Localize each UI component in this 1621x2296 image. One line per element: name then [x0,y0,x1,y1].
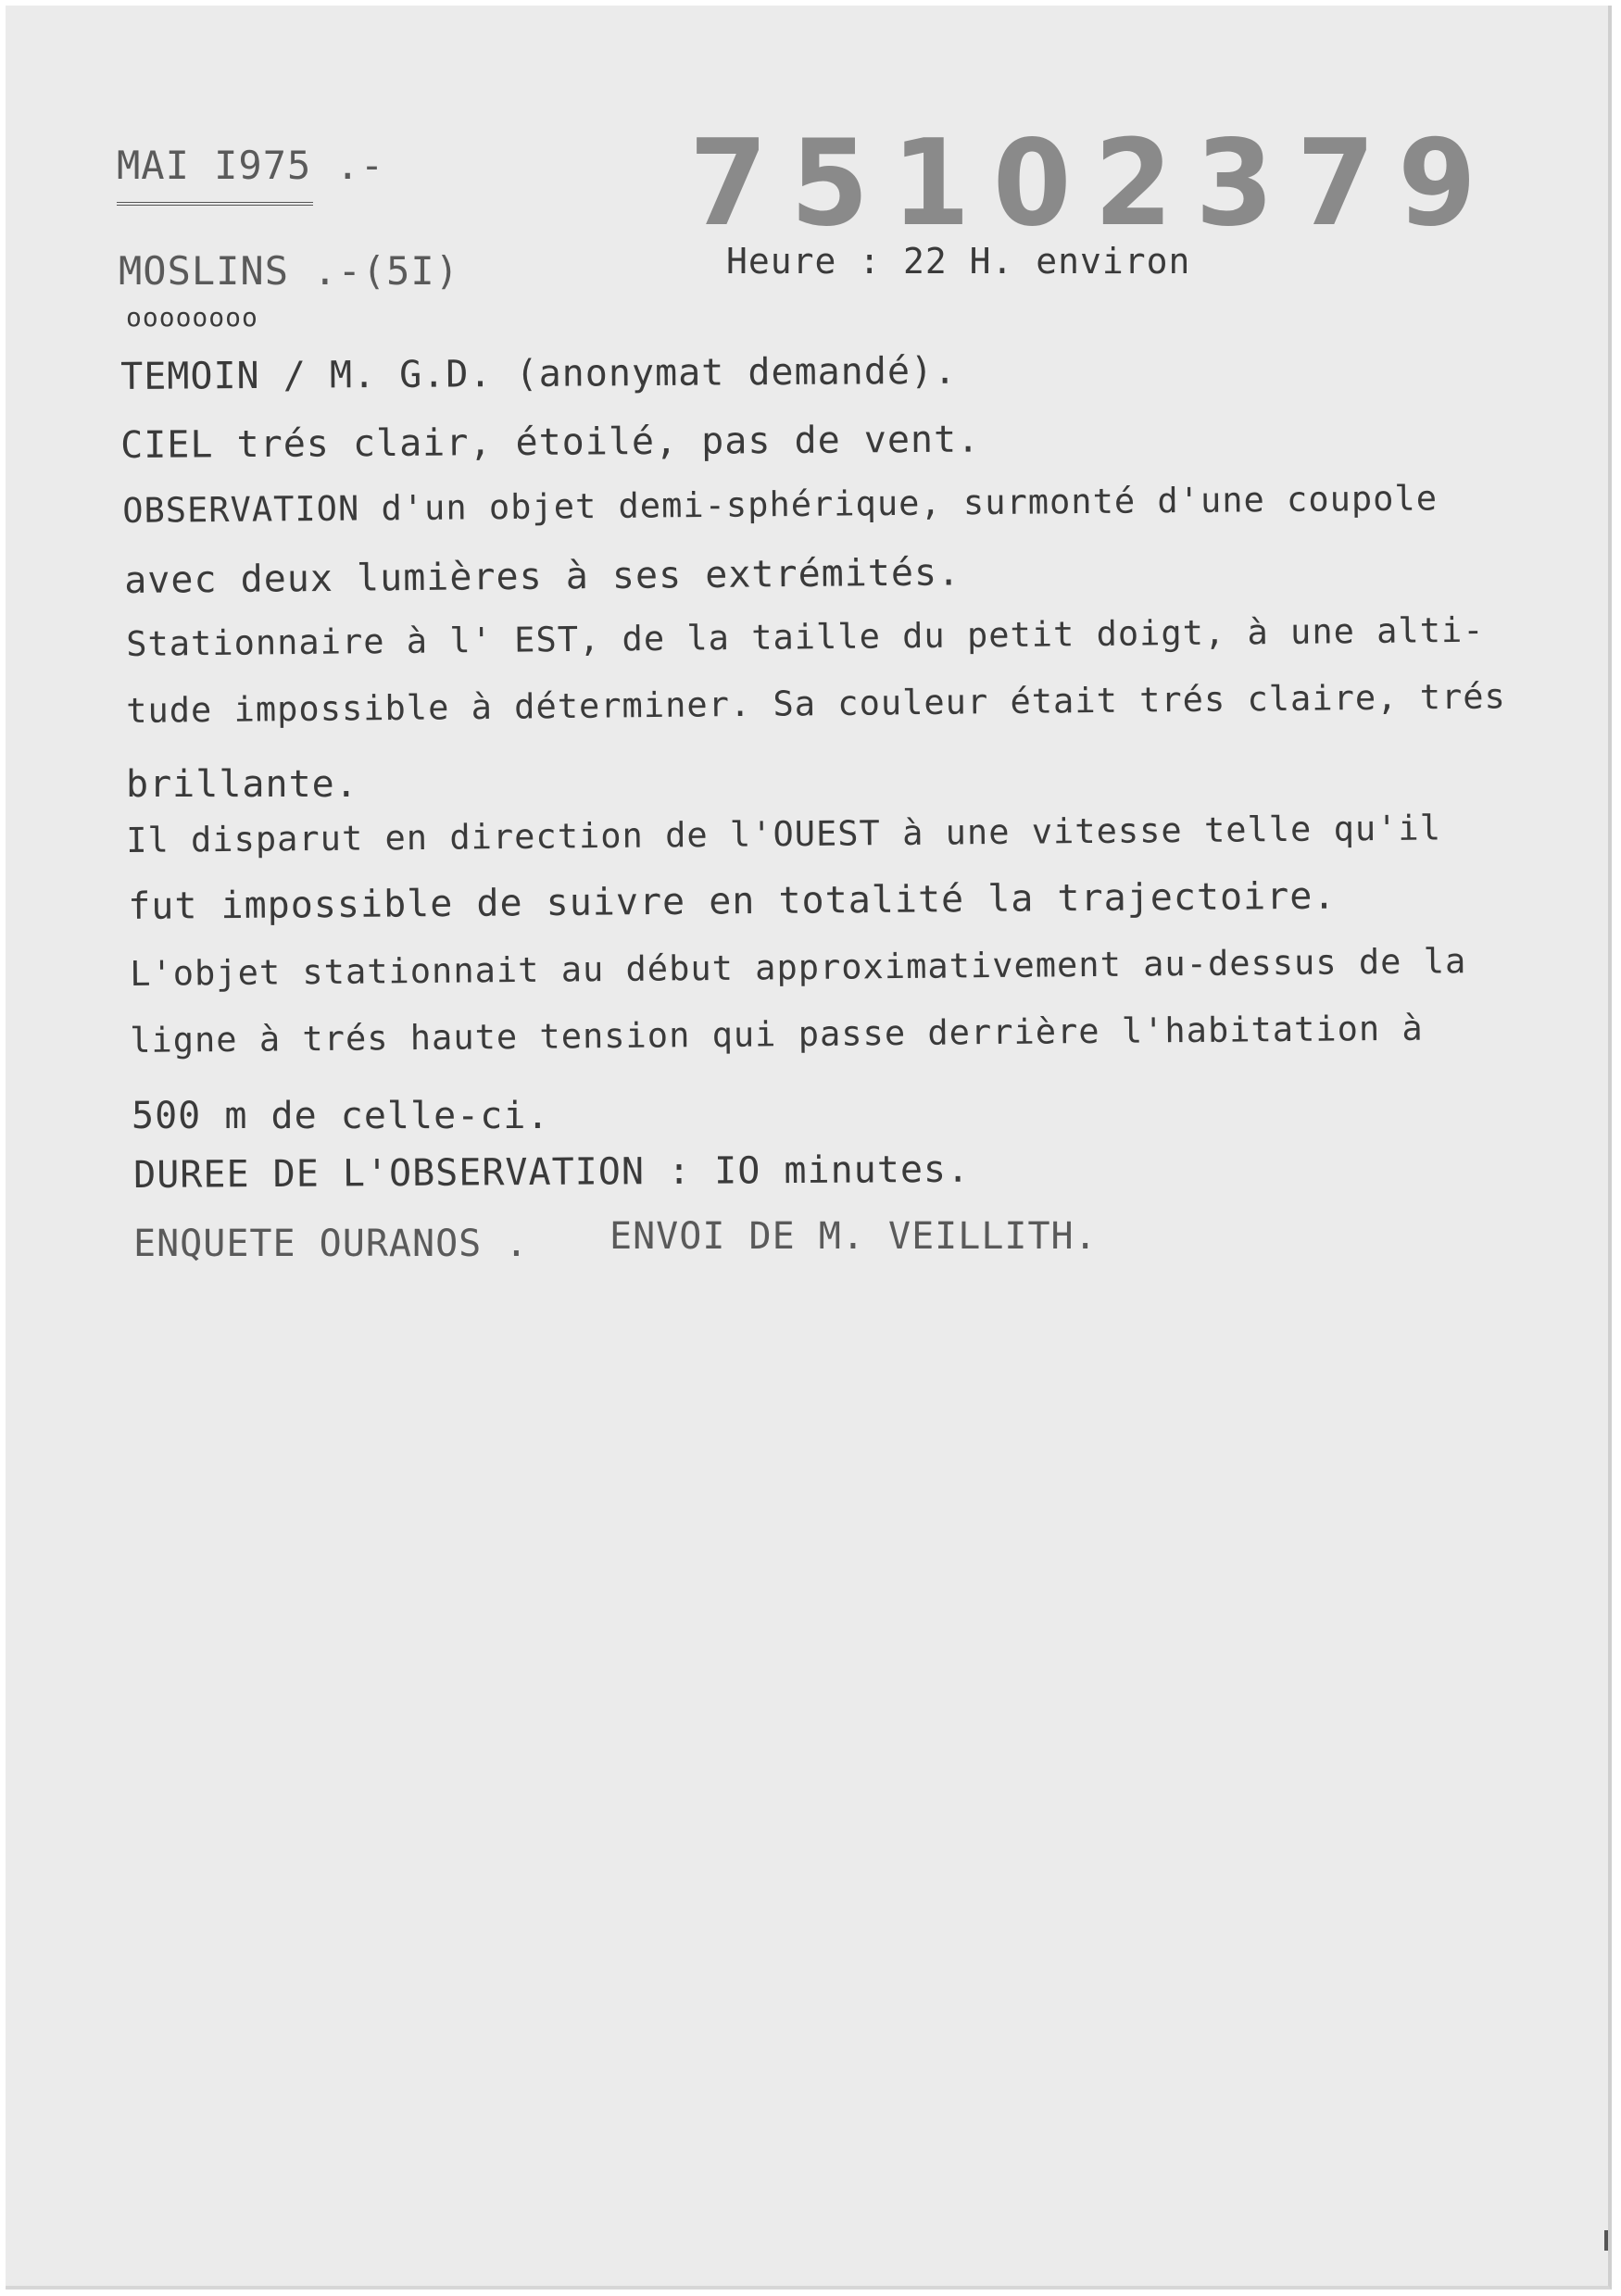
body-line-sky: CIEL trés clair, étoilé, pas de vent. [120,418,981,467]
body-line-position: L'objet stationnait au début approximativement au-dessus de la [130,941,1467,994]
body-line-brilliant: brillante. [126,763,358,806]
edge-mark [1604,2230,1608,2251]
body-line-duration: DUREE DE L'OBSERVATION : IO minutes. [133,1148,971,1197]
location-underline-dots: oooooooo [126,302,258,332]
document-sheet [6,6,1612,2290]
body-line-power-line: ligne à trés haute tension qui passe derrière l'habitation à [130,1008,1424,1060]
body-line-witness: TEMOIN / M. G.D. (anonymat demandé). [120,349,958,398]
footer-enquete: ENQUETE OURANOS . [133,1223,529,1265]
body-line-observation: OBSERVATION d'un objet demi-sphérique, surmonté d'une coupole [122,478,1439,531]
report-time: Heure : 22 H. environ [726,241,1191,282]
body-line-distance: 500 m de celle-ci. [132,1095,550,1137]
file-number-stamp: 75102379 [689,115,1500,253]
body-line-altitude: tude impossible à déterminer. Sa couleur était trés claire, trés [126,676,1507,731]
body-line-lights: avec deux lumières à ses extrémités. [124,551,961,602]
body-line-stationary: Stationnaire à l' EST, de la taille du petit doigt, à une alti- [126,609,1485,664]
date-underline [117,202,313,206]
body-line-disappeared: Il disparut en direction de l'OUEST à une vitesse telle qu'il [126,808,1442,860]
report-date: MAI I975 .- [117,143,385,188]
body-line-trajectory: fut impossible de suivre en totalité la trajectoire. [128,874,1337,928]
footer-envoi: ENVOI DE M. VEILLITH. [609,1215,1098,1258]
report-location: MOSLINS .-(5I) [119,248,460,294]
